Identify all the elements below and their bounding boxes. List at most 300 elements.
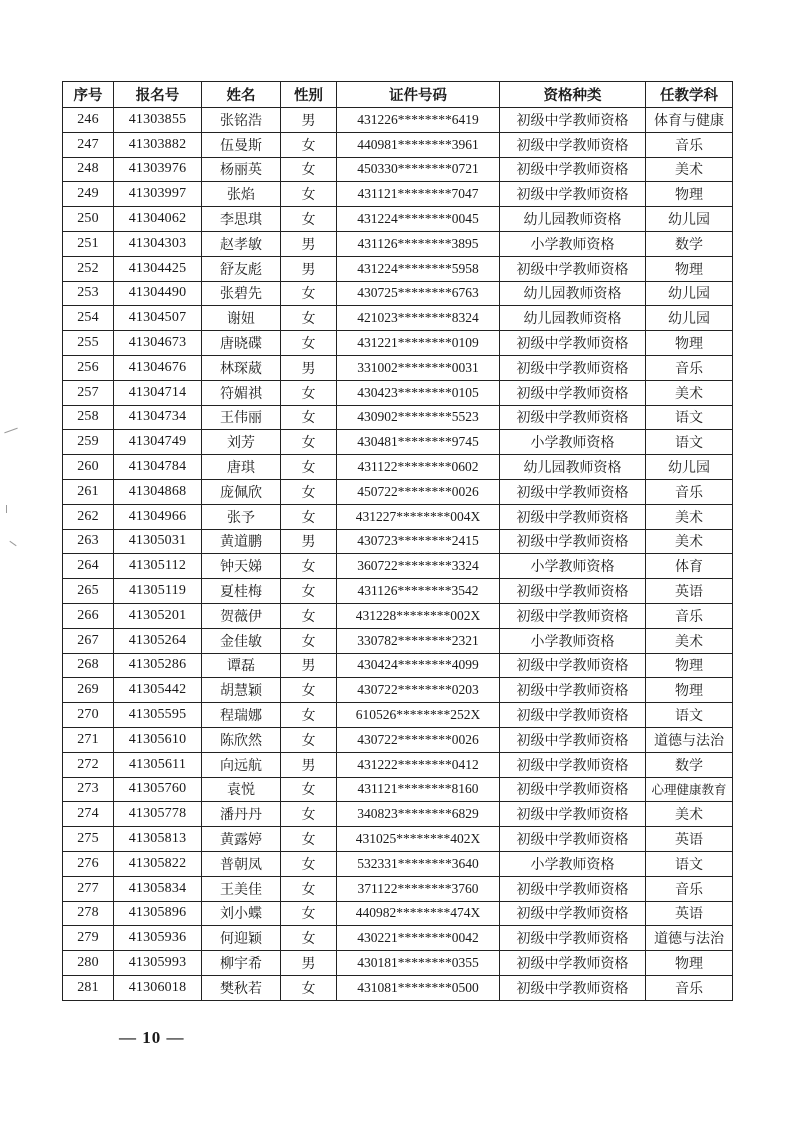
cell-qualification-type: 初级中学教师资格	[500, 579, 646, 604]
cell-gender: 女	[281, 926, 337, 951]
cell-qualification-type: 初级中学教师资格	[500, 479, 646, 504]
scan-artifact-mark	[6, 505, 7, 513]
cell-registration-number: 41304425	[114, 256, 202, 281]
cell-registration-number: 41305760	[114, 777, 202, 802]
cell-serial-number: 272	[63, 752, 114, 777]
cell-gender: 女	[281, 851, 337, 876]
cell-gender: 女	[281, 975, 337, 1000]
table-row	[63, 603, 733, 628]
roster-table	[62, 81, 733, 1001]
cell-gender: 女	[281, 876, 337, 901]
header-qualification-type: 资格种类	[500, 82, 646, 108]
table-row	[63, 207, 733, 232]
cell-teaching-subject: 数学	[646, 752, 733, 777]
cell-registration-number: 41304749	[114, 430, 202, 455]
table-row	[63, 951, 733, 976]
cell-gender: 女	[281, 306, 337, 331]
cell-gender: 女	[281, 430, 337, 455]
header-registration-number: 报名号	[114, 82, 202, 108]
cell-id-number: 431081********0500	[337, 975, 500, 1000]
cell-name: 刘小蝶	[202, 901, 281, 926]
cell-name: 张焰	[202, 182, 281, 207]
cell-gender: 女	[281, 802, 337, 827]
cell-qualification-type: 小学教师资格	[500, 554, 646, 579]
table-row	[63, 727, 733, 752]
cell-gender: 女	[281, 901, 337, 926]
cell-id-number: 430722********0026	[337, 727, 500, 752]
cell-qualification-type: 初级中学教师资格	[500, 802, 646, 827]
cell-teaching-subject: 音乐	[646, 479, 733, 504]
cell-qualification-type: 初级中学教师资格	[500, 727, 646, 752]
cell-name: 陈欣然	[202, 727, 281, 752]
page-number: — 10 —	[119, 1028, 185, 1047]
table-row	[63, 256, 733, 281]
cell-serial-number: 275	[63, 827, 114, 852]
cell-teaching-subject: 语文	[646, 430, 733, 455]
cell-serial-number: 255	[63, 331, 114, 356]
cell-serial-number: 261	[63, 479, 114, 504]
scan-artifact-mark	[4, 428, 17, 434]
cell-qualification-type: 幼儿园教师资格	[500, 306, 646, 331]
cell-id-number: 430181********0355	[337, 951, 500, 976]
cell-registration-number: 41305286	[114, 653, 202, 678]
cell-id-number: 430725********6763	[337, 281, 500, 306]
cell-name: 向远航	[202, 752, 281, 777]
cell-serial-number: 273	[63, 777, 114, 802]
cell-registration-number: 41304966	[114, 504, 202, 529]
header-id-number: 证件号码	[337, 82, 500, 108]
cell-gender: 女	[281, 504, 337, 529]
cell-teaching-subject: 物理	[646, 256, 733, 281]
cell-gender: 女	[281, 777, 337, 802]
table-row	[63, 752, 733, 777]
cell-registration-number: 41306018	[114, 975, 202, 1000]
cell-teaching-subject: 幼儿园	[646, 281, 733, 306]
cell-gender: 女	[281, 455, 337, 480]
cell-serial-number: 274	[63, 802, 114, 827]
cell-serial-number: 263	[63, 529, 114, 554]
cell-teaching-subject: 道德与法治	[646, 727, 733, 752]
cell-name: 谭磊	[202, 653, 281, 678]
cell-name: 袁悦	[202, 777, 281, 802]
cell-qualification-type: 初级中学教师资格	[500, 653, 646, 678]
cell-qualification-type: 小学教师资格	[500, 628, 646, 653]
cell-name: 唐琪	[202, 455, 281, 480]
cell-name: 符媚祺	[202, 380, 281, 405]
cell-qualification-type: 初级中学教师资格	[500, 777, 646, 802]
table-row	[63, 405, 733, 430]
table-row	[63, 455, 733, 480]
cell-gender: 男	[281, 256, 337, 281]
cell-teaching-subject: 英语	[646, 901, 733, 926]
cell-id-number: 430423********0105	[337, 380, 500, 405]
cell-serial-number: 253	[63, 281, 114, 306]
cell-name: 胡慧颖	[202, 678, 281, 703]
table-row	[63, 355, 733, 380]
cell-name: 王美佳	[202, 876, 281, 901]
cell-name: 杨丽英	[202, 157, 281, 182]
cell-id-number: 340823********6829	[337, 802, 500, 827]
table-row	[63, 231, 733, 256]
cell-gender: 女	[281, 207, 337, 232]
header-row	[63, 82, 733, 108]
table-row	[63, 628, 733, 653]
cell-teaching-subject: 物理	[646, 653, 733, 678]
cell-teaching-subject: 美术	[646, 802, 733, 827]
cell-serial-number: 248	[63, 157, 114, 182]
cell-serial-number: 258	[63, 405, 114, 430]
cell-gender: 女	[281, 405, 337, 430]
cell-registration-number: 41304676	[114, 355, 202, 380]
table-row	[63, 554, 733, 579]
cell-serial-number: 278	[63, 901, 114, 926]
cell-gender: 女	[281, 157, 337, 182]
cell-teaching-subject: 语文	[646, 703, 733, 728]
table-row	[63, 479, 733, 504]
cell-qualification-type: 初级中学教师资格	[500, 951, 646, 976]
cell-serial-number: 260	[63, 455, 114, 480]
cell-name: 李思琪	[202, 207, 281, 232]
cell-id-number: 431224********5958	[337, 256, 500, 281]
header-gender: 性别	[281, 82, 337, 108]
cell-id-number: 430902********5523	[337, 405, 500, 430]
cell-teaching-subject: 美术	[646, 157, 733, 182]
cell-id-number: 430722********0203	[337, 678, 500, 703]
table-row	[63, 975, 733, 1000]
cell-teaching-subject: 美术	[646, 380, 733, 405]
cell-qualification-type: 初级中学教师资格	[500, 703, 646, 728]
cell-gender: 女	[281, 281, 337, 306]
cell-serial-number: 267	[63, 628, 114, 653]
cell-qualification-type: 初级中学教师资格	[500, 256, 646, 281]
cell-id-number: 440982********474X	[337, 901, 500, 926]
cell-teaching-subject: 音乐	[646, 603, 733, 628]
cell-name: 庞佩欣	[202, 479, 281, 504]
table-row	[63, 380, 733, 405]
table-row	[63, 132, 733, 157]
cell-id-number: 431122********0602	[337, 455, 500, 480]
cell-qualification-type: 幼儿园教师资格	[500, 207, 646, 232]
cell-id-number: 440981********3961	[337, 132, 500, 157]
table-row	[63, 777, 733, 802]
cell-serial-number: 266	[63, 603, 114, 628]
cell-qualification-type: 小学教师资格	[500, 430, 646, 455]
cell-serial-number: 277	[63, 876, 114, 901]
cell-teaching-subject: 幼儿园	[646, 306, 733, 331]
table-row	[63, 901, 733, 926]
cell-name: 伍曼斯	[202, 132, 281, 157]
cell-registration-number: 41305896	[114, 901, 202, 926]
cell-registration-number: 41304062	[114, 207, 202, 232]
cell-name: 樊秋若	[202, 975, 281, 1000]
cell-id-number: 431126********3542	[337, 579, 500, 604]
cell-name: 刘芳	[202, 430, 281, 455]
cell-qualification-type: 初级中学教师资格	[500, 752, 646, 777]
cell-id-number: 431121********7047	[337, 182, 500, 207]
cell-registration-number: 41304303	[114, 231, 202, 256]
table-row	[63, 108, 733, 133]
cell-serial-number: 268	[63, 653, 114, 678]
cell-qualification-type: 初级中学教师资格	[500, 182, 646, 207]
cell-serial-number: 259	[63, 430, 114, 455]
cell-id-number: 431224********0045	[337, 207, 500, 232]
cell-id-number: 431226********6419	[337, 108, 500, 133]
header-serial-number: 序号	[63, 82, 114, 108]
table-row	[63, 182, 733, 207]
cell-name: 王伟丽	[202, 405, 281, 430]
cell-gender: 男	[281, 108, 337, 133]
table-row	[63, 430, 733, 455]
cell-serial-number: 247	[63, 132, 114, 157]
cell-gender: 女	[281, 331, 337, 356]
cell-name: 何迎颖	[202, 926, 281, 951]
cell-qualification-type: 初级中学教师资格	[500, 975, 646, 1000]
cell-teaching-subject: 心理健康教育	[646, 777, 733, 802]
cell-gender: 男	[281, 231, 337, 256]
cell-teaching-subject: 美术	[646, 504, 733, 529]
cell-name: 潘丹丹	[202, 802, 281, 827]
cell-qualification-type: 初级中学教师资格	[500, 355, 646, 380]
table-row	[63, 157, 733, 182]
cell-name: 贺薇伊	[202, 603, 281, 628]
cell-id-number: 450722********0026	[337, 479, 500, 504]
cell-registration-number: 41305813	[114, 827, 202, 852]
cell-qualification-type: 初级中学教师资格	[500, 157, 646, 182]
cell-gender: 男	[281, 529, 337, 554]
table-row	[63, 827, 733, 852]
cell-registration-number: 41305595	[114, 703, 202, 728]
cell-gender: 男	[281, 653, 337, 678]
cell-name: 张碧先	[202, 281, 281, 306]
table-body	[63, 108, 733, 1001]
cell-registration-number: 41305610	[114, 727, 202, 752]
cell-gender: 女	[281, 827, 337, 852]
cell-teaching-subject: 物理	[646, 678, 733, 703]
cell-registration-number: 41305442	[114, 678, 202, 703]
cell-gender: 女	[281, 479, 337, 504]
cell-id-number: 421023********8324	[337, 306, 500, 331]
cell-id-number: 360722********3324	[337, 554, 500, 579]
cell-id-number: 330782********2321	[337, 628, 500, 653]
cell-id-number: 430723********2415	[337, 529, 500, 554]
cell-registration-number: 41304490	[114, 281, 202, 306]
cell-teaching-subject: 体育	[646, 554, 733, 579]
cell-qualification-type: 小学教师资格	[500, 231, 646, 256]
cell-registration-number: 41303997	[114, 182, 202, 207]
cell-id-number: 431221********0109	[337, 331, 500, 356]
cell-id-number: 430424********4099	[337, 653, 500, 678]
table-row	[63, 331, 733, 356]
cell-gender: 男	[281, 752, 337, 777]
cell-name: 柳宇希	[202, 951, 281, 976]
table-row	[63, 876, 733, 901]
cell-name: 谢妞	[202, 306, 281, 331]
cell-teaching-subject: 物理	[646, 182, 733, 207]
cell-serial-number: 254	[63, 306, 114, 331]
cell-qualification-type: 初级中学教师资格	[500, 603, 646, 628]
cell-teaching-subject: 体育与健康	[646, 108, 733, 133]
header-teaching-subject: 任教学科	[646, 82, 733, 108]
cell-registration-number: 41305611	[114, 752, 202, 777]
cell-qualification-type: 小学教师资格	[500, 851, 646, 876]
cell-name: 唐晓碟	[202, 331, 281, 356]
header-name: 姓名	[202, 82, 281, 108]
cell-qualification-type: 初级中学教师资格	[500, 678, 646, 703]
cell-teaching-subject: 美术	[646, 628, 733, 653]
cell-registration-number: 41305834	[114, 876, 202, 901]
cell-serial-number: 271	[63, 727, 114, 752]
cell-teaching-subject: 数学	[646, 231, 733, 256]
cell-qualification-type: 初级中学教师资格	[500, 926, 646, 951]
cell-name: 夏桂梅	[202, 579, 281, 604]
cell-teaching-subject: 语文	[646, 851, 733, 876]
cell-serial-number: 262	[63, 504, 114, 529]
cell-registration-number: 41305112	[114, 554, 202, 579]
cell-qualification-type: 初级中学教师资格	[500, 380, 646, 405]
cell-id-number: 430481********9745	[337, 430, 500, 455]
cell-registration-number: 41305993	[114, 951, 202, 976]
cell-serial-number: 279	[63, 926, 114, 951]
cell-name: 张予	[202, 504, 281, 529]
cell-qualification-type: 初级中学教师资格	[500, 132, 646, 157]
table-header	[63, 82, 733, 108]
cell-id-number: 331002********0031	[337, 355, 500, 380]
cell-registration-number: 41303855	[114, 108, 202, 133]
cell-id-number: 431228********002X	[337, 603, 500, 628]
cell-serial-number: 270	[63, 703, 114, 728]
cell-name: 钟天娣	[202, 554, 281, 579]
cell-qualification-type: 初级中学教师资格	[500, 827, 646, 852]
cell-serial-number: 276	[63, 851, 114, 876]
cell-gender: 女	[281, 380, 337, 405]
cell-name: 林琛葳	[202, 355, 281, 380]
cell-qualification-type: 幼儿园教师资格	[500, 281, 646, 306]
cell-registration-number: 41303882	[114, 132, 202, 157]
cell-serial-number: 251	[63, 231, 114, 256]
cell-name: 普朝凤	[202, 851, 281, 876]
table-row	[63, 926, 733, 951]
cell-qualification-type: 初级中学教师资格	[500, 405, 646, 430]
cell-id-number: 431126********3895	[337, 231, 500, 256]
table-row	[63, 504, 733, 529]
cell-gender: 女	[281, 132, 337, 157]
cell-teaching-subject: 音乐	[646, 975, 733, 1000]
cell-gender: 女	[281, 182, 337, 207]
cell-id-number: 430221********0042	[337, 926, 500, 951]
cell-registration-number: 41304714	[114, 380, 202, 405]
cell-registration-number: 41304673	[114, 331, 202, 356]
cell-gender: 女	[281, 727, 337, 752]
cell-serial-number: 249	[63, 182, 114, 207]
cell-serial-number: 265	[63, 579, 114, 604]
cell-serial-number: 252	[63, 256, 114, 281]
table-row	[63, 306, 733, 331]
cell-id-number: 431222********0412	[337, 752, 500, 777]
cell-registration-number: 41303976	[114, 157, 202, 182]
cell-registration-number: 41305778	[114, 802, 202, 827]
cell-id-number: 431227********004X	[337, 504, 500, 529]
cell-gender: 女	[281, 628, 337, 653]
cell-registration-number: 41305936	[114, 926, 202, 951]
cell-qualification-type: 初级中学教师资格	[500, 901, 646, 926]
cell-teaching-subject: 美术	[646, 529, 733, 554]
cell-teaching-subject: 英语	[646, 579, 733, 604]
cell-registration-number: 41304734	[114, 405, 202, 430]
cell-serial-number: 264	[63, 554, 114, 579]
cell-name: 赵孝敏	[202, 231, 281, 256]
cell-gender: 女	[281, 603, 337, 628]
cell-qualification-type: 初级中学教师资格	[500, 108, 646, 133]
cell-registration-number: 41304507	[114, 306, 202, 331]
cell-registration-number: 41304784	[114, 455, 202, 480]
cell-name: 舒友彪	[202, 256, 281, 281]
cell-gender: 男	[281, 355, 337, 380]
table-row	[63, 678, 733, 703]
cell-serial-number: 281	[63, 975, 114, 1000]
cell-gender: 男	[281, 951, 337, 976]
cell-name: 张铭浩	[202, 108, 281, 133]
table-row	[63, 802, 733, 827]
cell-teaching-subject: 语文	[646, 405, 733, 430]
cell-teaching-subject: 音乐	[646, 355, 733, 380]
cell-teaching-subject: 音乐	[646, 132, 733, 157]
table-row	[63, 851, 733, 876]
cell-teaching-subject: 英语	[646, 827, 733, 852]
cell-teaching-subject: 物理	[646, 951, 733, 976]
table-row	[63, 281, 733, 306]
cell-teaching-subject: 幼儿园	[646, 455, 733, 480]
cell-registration-number: 41305031	[114, 529, 202, 554]
cell-serial-number: 246	[63, 108, 114, 133]
cell-serial-number: 250	[63, 207, 114, 232]
cell-teaching-subject: 音乐	[646, 876, 733, 901]
cell-registration-number: 41305119	[114, 579, 202, 604]
table-row	[63, 653, 733, 678]
cell-qualification-type: 初级中学教师资格	[500, 504, 646, 529]
cell-name: 程瑞娜	[202, 703, 281, 728]
cell-gender: 女	[281, 678, 337, 703]
cell-registration-number: 41304868	[114, 479, 202, 504]
cell-name: 黄露婷	[202, 827, 281, 852]
scan-artifact-mark	[9, 541, 16, 546]
cell-gender: 女	[281, 703, 337, 728]
cell-id-number: 610526********252X	[337, 703, 500, 728]
cell-qualification-type: 初级中学教师资格	[500, 876, 646, 901]
cell-registration-number: 41305822	[114, 851, 202, 876]
cell-qualification-type: 初级中学教师资格	[500, 529, 646, 554]
cell-id-number: 450330********0721	[337, 157, 500, 182]
cell-id-number: 532331********3640	[337, 851, 500, 876]
cell-registration-number: 41305201	[114, 603, 202, 628]
table-row	[63, 703, 733, 728]
table-row	[63, 529, 733, 554]
cell-gender: 女	[281, 554, 337, 579]
cell-serial-number: 280	[63, 951, 114, 976]
cell-serial-number: 256	[63, 355, 114, 380]
cell-qualification-type: 初级中学教师资格	[500, 331, 646, 356]
cell-name: 黄道鹏	[202, 529, 281, 554]
cell-serial-number: 269	[63, 678, 114, 703]
cell-registration-number: 41305264	[114, 628, 202, 653]
cell-id-number: 431121********8160	[337, 777, 500, 802]
cell-id-number: 371122********3760	[337, 876, 500, 901]
cell-name: 金佳敏	[202, 628, 281, 653]
cell-serial-number: 257	[63, 380, 114, 405]
cell-teaching-subject: 道德与法治	[646, 926, 733, 951]
cell-gender: 女	[281, 579, 337, 604]
cell-teaching-subject: 幼儿园	[646, 207, 733, 232]
cell-teaching-subject: 物理	[646, 331, 733, 356]
